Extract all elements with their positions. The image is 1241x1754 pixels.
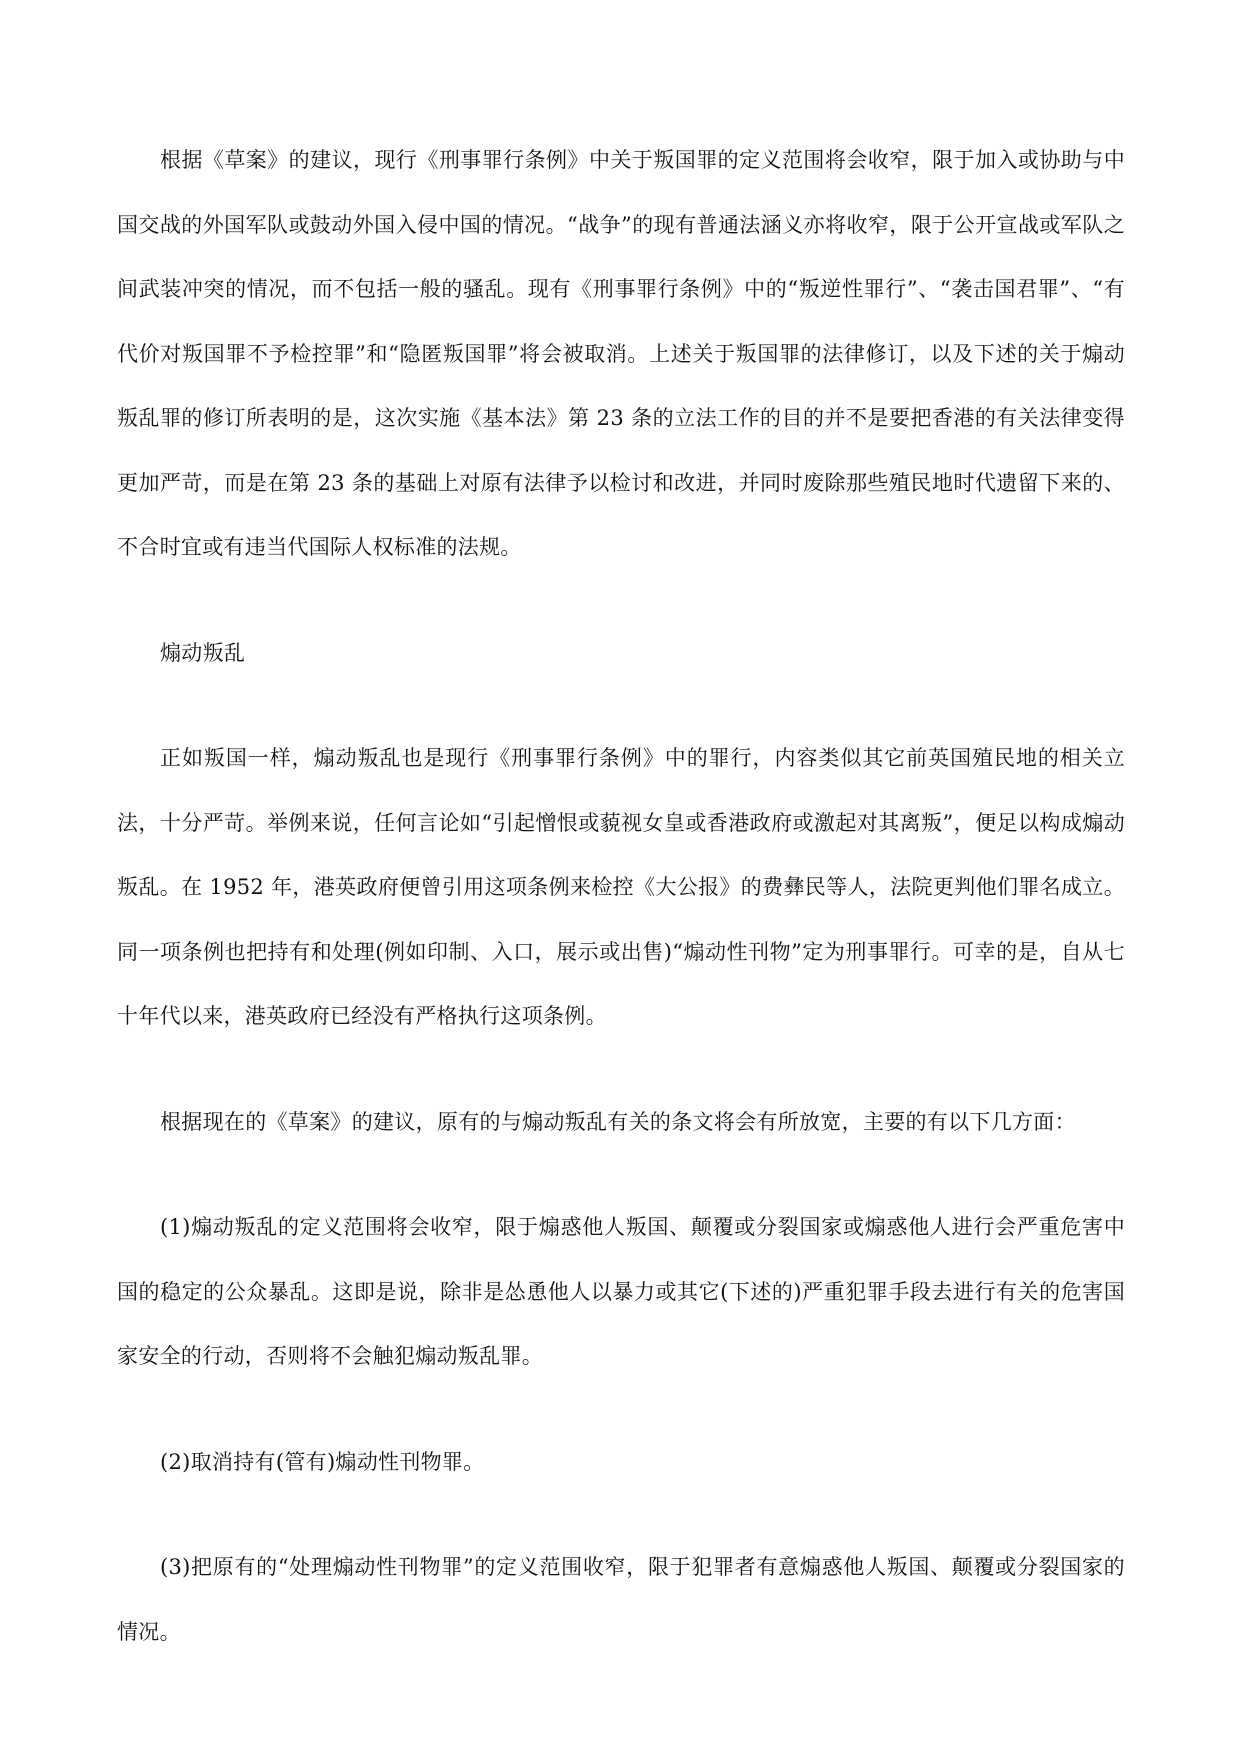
list-item-3: (3)把原有的“处理煽动性刊物罪”的定义范围收窄，限于犯罪者有意煽惑他人叛国、颠覆或分裂国家的情况。 (117, 1555, 1125, 1644)
paragraph-draft-proposals-intro: 根据现在的《草案》的建议，原有的与煽动叛乱有关的条文将会有所放宽，主要的有以下几方面： (160, 1109, 1076, 1134)
paragraph-treason-definition: 根据《草案》的建议，现行《刑事罪行条例》中关于叛国罪的定义范围将会收窄，限于加入或协助与中国交战的外国军队或鼓动外国入侵中国的情况。“战争”的现有普通法涵义亦将收窄，限于公开宣战或军队之间武装冲突的情况，而不包括一般的骚乱。现有《刑事罪行条例》中的“叛逆性罪行”、“袭击国君罪”、“有代价对叛国罪不予检控罪”和“隐匿叛国罪”将会被取消。上述关于叛国罪的法律修订，以及下述的关于煽动叛乱罪的修订所表明的是，这次实施《基本法》第 23 条的立法工作的目的并不是要把香港的有关法律变得更加严苛，而是在第 23 条的基础上对原有法律予以检讨和改进，并同时废除那些殖民地时代遗留下来的、不合时宜或有违当代国际人权标准的法规。 (117, 148, 1125, 559)
paragraph-sedition-background: 正如叛国一样，煽动叛乱也是现行《刑事罪行条例》中的罪行，内容类似其它前英国殖民地的相关立法，十分严苛。举例来说，任何言论如“引起憎恨或藐视女皇或香港政府或激起对其离叛”，便足以构成煽动叛乱。在 1952 年，港英政府便曾引用这项条例来检控《大公报》的费彝民等人，法院更判他们罪名成立。同一项条例也把持有和处理(例如印制、入口，展示或出售)“煽动性刊物”定为刑事罪行。可幸的是，自从七十年代以来，港英政府已经没有严格执行这项条例。 (117, 746, 1125, 1028)
section-heading-sedition: 煽动叛乱 (160, 640, 246, 665)
list-item-1: (1)煽动叛乱的定义范围将会收窄，限于煽惑他人叛国、颠覆或分裂国家或煽惑他人进行会严重危害中国的稳定的公众暴乱。这即是说，除非是怂恿他人以暴力或其它(下述的)严重犯罪手段去进行有关的危害国家安全的行动，否则将不会触犯煽动叛乱罪。 (117, 1215, 1125, 1368)
document-page (117, 128, 1125, 1705)
list-item-2: (2)取消持有(管有)煽动性刊物罪。 (160, 1449, 485, 1474)
